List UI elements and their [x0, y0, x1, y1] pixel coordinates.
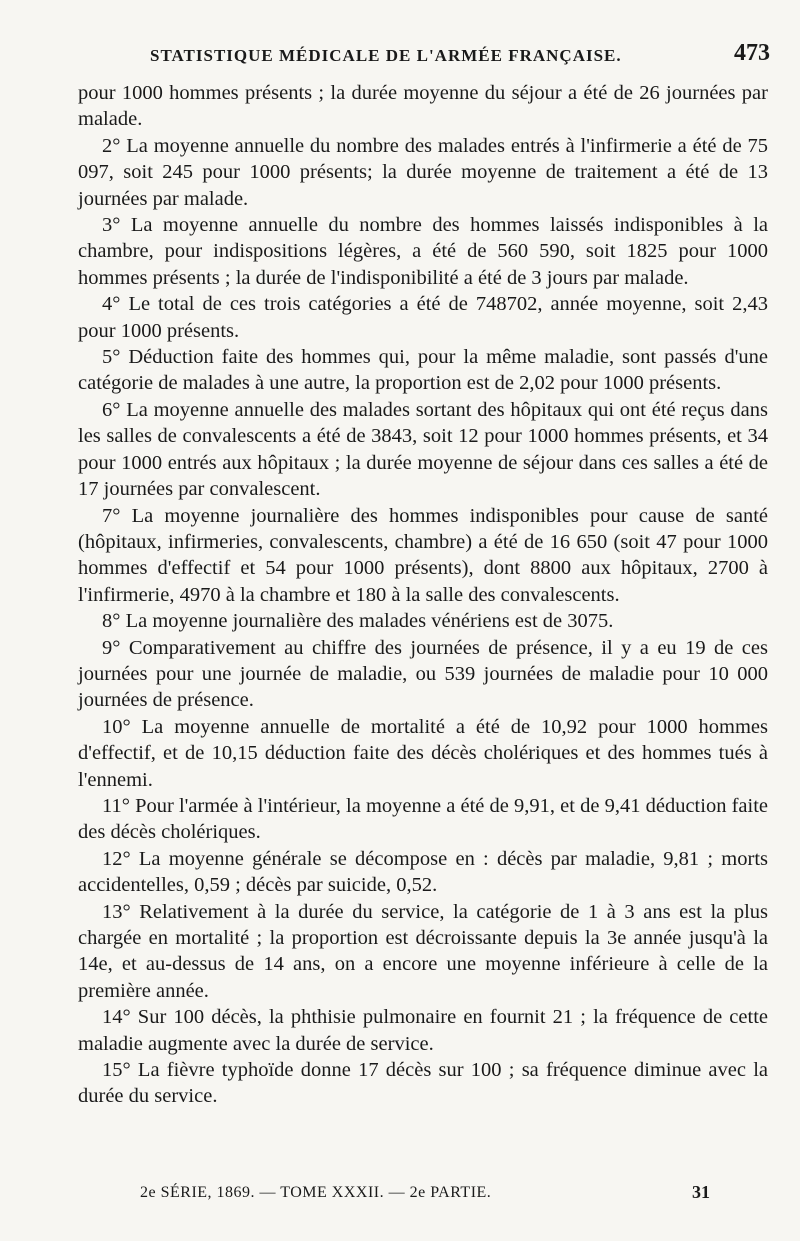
- page-footer: [140, 1180, 710, 1208]
- paragraph-item-8: 8° La moyenne journalière des malades vénériens est de 3075.: [102, 610, 614, 633]
- paragraph-item-13: 13° Relativement à la durée du service, la catégorie de 1 à 3 ans est la plus chargée en mortalité ; la proportion est décroissante depuis la 3e année jusqu'à la 14e, et au-dessus de 14 ans, on a encore une moyenne inférieure à celle de la première année.: [78, 900, 768, 1002]
- paragraph-item-9: 9° Comparativement au chiffre des journées de présence, il y a eu 19 de ces journées pour une journée de maladie, ou 539 journées de maladie pour 10 000 journées de présence.: [78, 636, 768, 712]
- paragraph-item-4: 4° Le total de ces trois catégories a été de 748702, année moyenne, soit 2,43 pour 1000 présents.: [78, 293, 768, 342]
- paragraph-item-12: 12° La moyenne générale se décompose en : décès par maladie, 9,81 ; morts accidentelles, 0,59 ; décès par suicide, 0,52.: [78, 847, 768, 897]
- sheet-number: 31: [692, 1182, 710, 1202]
- paragraph-item-11: 11° Pour l'armée à l'intérieur, la moyenne a été de 9,91, et de 9,41 déduction faite des décès cholériques.: [78, 794, 768, 844]
- paragraph-item-3: 3° La moyenne annuelle du nombre des hommes laissés indisponibles à la chambre, pour indispositions légères, a été de 560 590, soit 1825 pour 1000 hommes présents ; la durée de l'indisponibilité a été de 3 jours par malade.: [78, 214, 768, 289]
- page-number: 473: [734, 40, 770, 66]
- running-head: [150, 40, 770, 70]
- paragraph-item-15: 15° La fièvre typhoïde donne 17 décès sur 100 ; sa fréquence diminue avec la durée du service.: [78, 1059, 768, 1108]
- paragraph-item-14: 14° Sur 100 décès, la phthisie pulmonaire en fournit 21 ; la fréquence de cette maladie augmente avec la durée de service.: [78, 1006, 768, 1055]
- footer-signature: 2e SÉRIE, 1869. — TOME XXXII. — 2e PARTIE.: [140, 1184, 492, 1201]
- paragraph-item-6: 6° La moyenne annuelle des malades sortant des hôpitaux qui ont été reçus dans les salles de convalescents a été de 3843, soit 12 pour 1000 hommes présents, et 34 pour 1000 entrés aux hôpitaux ; la durée moyenne de séjour dans ces salles a été de 17 journées par convalescent.: [78, 398, 768, 501]
- body-text: [78, 80, 768, 1110]
- paragraph-continuation: pour 1000 hommes présents ; la durée moyenne du séjour a été de 26 journées par malade.: [78, 82, 768, 131]
- paragraph-item-7: 7° La moyenne journalière des hommes indisponibles pour cause de santé (hôpitaux, infirmeries, convalescents, chambre) a été de 16 650 (soit 47 pour 1000 hommes d'effectif et 54 pour 1000 présents), dont 8800 aux hôpitaux, 2700 à l'infirmerie, 4970 à la chambre et 180 à la salle des convalescents.: [78, 504, 768, 606]
- paragraph-item-2: 2° La moyenne annuelle du nombre des malades entrés à l'infirmerie a été de 75 097, soit 245 pour 1000 présents; la durée moyenne de traitement a été de 13 journées par malade.: [78, 134, 768, 210]
- running-title: STATISTIQUE MÉDICALE DE L'ARMÉE FRANÇAISE.: [150, 46, 622, 65]
- paragraph-item-5: 5° Déduction faite des hommes qui, pour la même maladie, sont passés d'une catégorie de malades à une autre, la proportion est de 2,02 pour 1000 présents.: [78, 346, 768, 395]
- paragraph-item-10: 10° La moyenne annuelle de mortalité a été de 10,92 pour 1000 hommes d'effectif, et de 10,15 déduction faite des décès cholériques et des hommes tués à l'ennemi.: [78, 715, 768, 791]
